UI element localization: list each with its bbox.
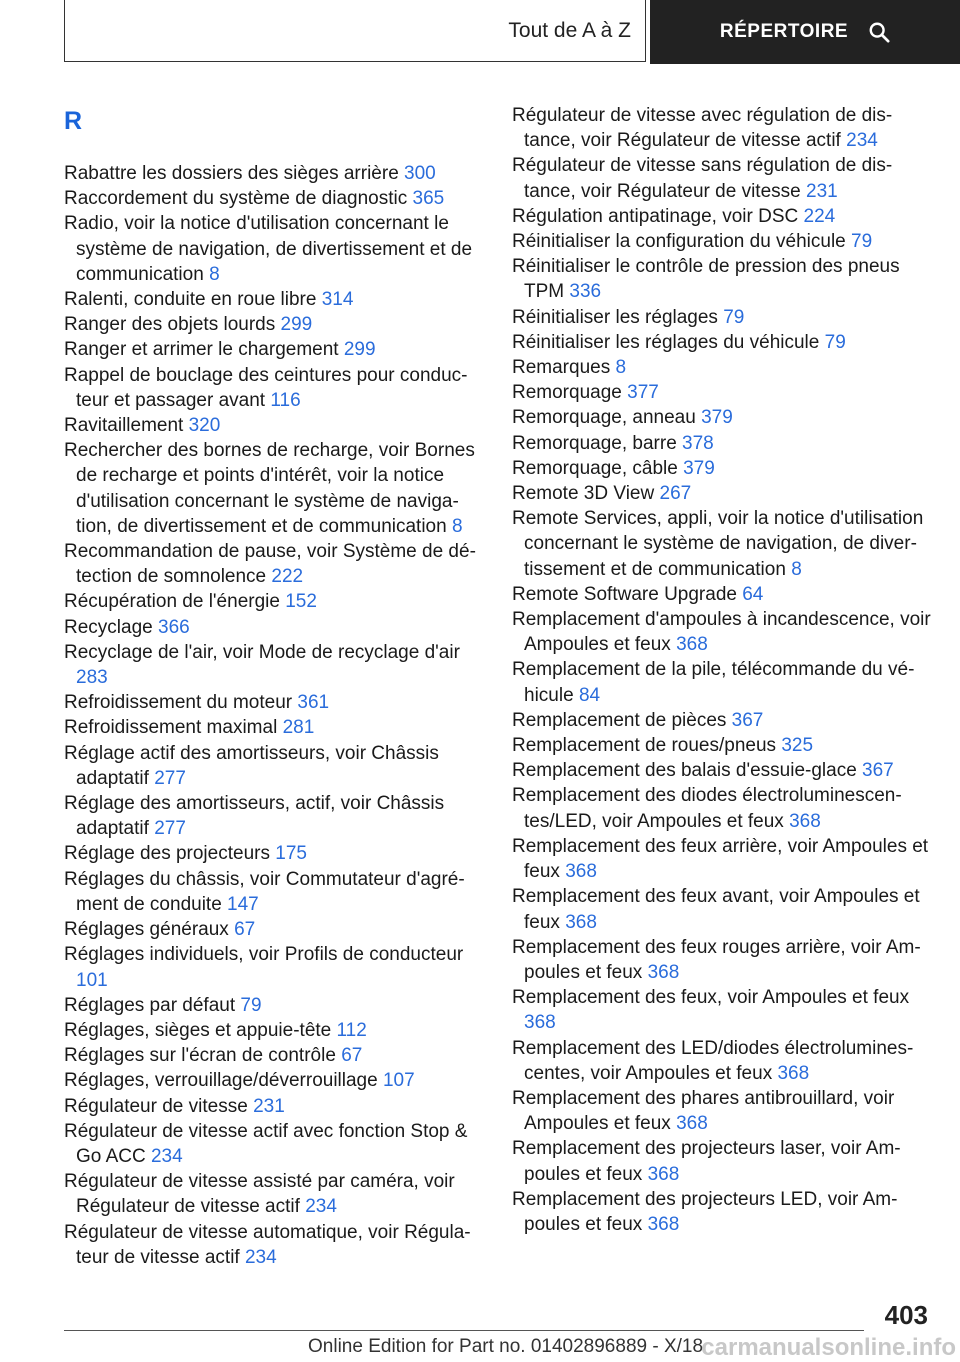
- entry-text: Régulateur de vitesse actif avec fonction Stop & Go ACC: [64, 1120, 468, 1167]
- entry-page-link[interactable]: 361: [297, 692, 330, 714]
- entry-page-link[interactable]: 175: [275, 843, 307, 865]
- index-entry: [64, 1220, 484, 1270]
- entry-page-link[interactable]: 300: [404, 163, 436, 184]
- watermark: carmanualsonline.info: [701, 1334, 956, 1361]
- entry-page-link[interactable]: 377: [627, 382, 659, 404]
- entry-page-link[interactable]: 368: [524, 1012, 556, 1034]
- index-entry: [512, 1136, 932, 1186]
- index-entry: [512, 657, 932, 707]
- entry-page-link[interactable]: 152: [285, 591, 317, 613]
- index-entry: [512, 935, 932, 985]
- index-entry: [64, 791, 484, 841]
- entry-text: Réglage des amortisseurs, actif, voir Châssis adaptatif: [64, 793, 445, 840]
- entry-page-link[interactable]: 299: [280, 314, 313, 336]
- entry-page-link[interactable]: 8: [209, 263, 220, 285]
- entry-page-link[interactable]: 8: [615, 357, 627, 379]
- entry-page-link[interactable]: 8: [791, 558, 802, 580]
- entry-page-link[interactable]: 267: [659, 483, 692, 505]
- entry-text: Réglages par défaut: [64, 994, 236, 1016]
- entry-text: Réinitialiser les réglages: [512, 306, 718, 328]
- index-entry: [64, 1043, 484, 1068]
- entry-text: Remplacement des feux, voir Ampoules et feux: [512, 987, 910, 1009]
- entry-text: Remplacement des projecteurs LED, voir Ampoules et feux: [512, 1188, 898, 1235]
- entry-text: Remplacement de la pile, télécommande du véhicule: [512, 659, 915, 706]
- entry-text: Remplacement d'ampoules à incandescence, voir Ampoules et feux: [512, 609, 931, 656]
- entry-text: Remplacement des balais d'essuie-glace: [512, 760, 857, 782]
- entry-text: Raccordement du système de diagnostic: [64, 188, 408, 210]
- entry-page-link[interactable]: 101: [76, 969, 108, 991]
- entry-page-link[interactable]: 64: [742, 583, 764, 605]
- entry-page-link[interactable]: 234: [150, 1145, 183, 1167]
- entry-page-link[interactable]: 277: [154, 767, 186, 789]
- entry-page-link[interactable]: 325: [781, 735, 814, 757]
- index-entry: [512, 708, 932, 733]
- entry-text: Remorquage, anneau: [512, 407, 696, 429]
- index-list-left: [64, 161, 484, 1270]
- index-entry: [512, 506, 932, 582]
- index-entry: [512, 405, 932, 430]
- entry-page-link[interactable]: 379: [683, 457, 715, 479]
- header-tabs: [64, 0, 960, 64]
- entry-text: Remote Software Upgrade: [512, 583, 737, 605]
- entry-page-link[interactable]: 368: [565, 861, 597, 883]
- index-entry: [512, 985, 932, 1035]
- index-entry: [512, 153, 932, 203]
- entry-page-link[interactable]: 79: [240, 994, 262, 1016]
- index-entry: [512, 733, 932, 758]
- index-entry: [64, 615, 484, 640]
- entry-text: Rabattre les dossiers des sièges arrière: [64, 163, 399, 184]
- index-entry: [512, 1187, 932, 1237]
- entry-text: Remarques: [512, 357, 611, 379]
- index-entry: [64, 640, 484, 690]
- entry-page-link[interactable]: 8: [451, 515, 463, 537]
- tab-a-to-z-label: Tout de A à Z: [508, 18, 631, 42]
- index-entry: [512, 380, 932, 405]
- index-entry: [64, 312, 484, 337]
- index-entry: [64, 363, 484, 413]
- entry-text: Régulateur de vitesse assisté par caméra, voir Régulateur de vitesse actif: [64, 1171, 455, 1218]
- entry-text: Remplacement de pièces: [512, 709, 727, 731]
- index-entry: [512, 481, 932, 506]
- entry-page-link[interactable]: 116: [270, 389, 301, 411]
- index-entry: [512, 1086, 932, 1136]
- index-entry: [512, 884, 932, 934]
- index-entry: [512, 204, 932, 229]
- index-entry: [64, 161, 484, 186]
- entry-page-link[interactable]: 112: [336, 1019, 367, 1041]
- entry-page-link[interactable]: 224: [803, 205, 836, 227]
- index-entry: [64, 287, 484, 312]
- index-entry: [64, 1068, 484, 1093]
- index-entry: [512, 1036, 932, 1086]
- entry-page-link[interactable]: 320: [188, 415, 221, 437]
- index-list-right: [512, 103, 932, 1237]
- entry-text: Remplacement des feux avant, voir Ampoules et feux: [512, 886, 920, 933]
- index-entry: [512, 330, 932, 355]
- tab-a-to-z[interactable]: [64, 0, 646, 62]
- index-entry: [512, 582, 932, 607]
- footer-divider: [64, 1330, 864, 1331]
- index-entry: [64, 715, 484, 740]
- index-entry: [64, 942, 484, 992]
- entry-page-link[interactable]: 79: [824, 331, 846, 353]
- entry-text: Réglages généraux: [64, 919, 229, 941]
- entry-page-link[interactable]: 107: [382, 1070, 415, 1092]
- index-entry: [64, 993, 484, 1018]
- index-entry: [512, 254, 932, 304]
- index-entry: [512, 456, 932, 481]
- entry-page-link[interactable]: 379: [701, 407, 733, 429]
- entry-page-link[interactable]: 368: [647, 1213, 680, 1235]
- entry-text: Recommandation de pause, voir Système de détection de somnolence: [64, 541, 476, 588]
- tab-index-label: RÉPERTOIRE: [719, 21, 849, 42]
- entry-page-link[interactable]: 283: [76, 667, 108, 689]
- entry-text: Radio, voir la notice d'utilisation concernant le système de navigation, de divertissement et de communication: [64, 213, 473, 285]
- entry-page-link[interactable]: 231: [806, 180, 838, 202]
- entry-text: Remplacement des phares antibrouillard, voir Ampoules et feux: [512, 1087, 895, 1135]
- entry-page-link[interactable]: 336: [569, 281, 602, 303]
- entry-text: Régulateur de vitesse automatique, voir Régulateur de vitesse actif: [64, 1221, 471, 1268]
- entry-page-link[interactable]: 368: [676, 1113, 708, 1135]
- entry-page-link[interactable]: 299: [343, 339, 376, 361]
- entry-page-link[interactable]: 231: [253, 1095, 285, 1117]
- entry-text: Remorquage, câble: [512, 457, 678, 479]
- index-entry: [64, 539, 484, 589]
- entry-text: Réglage actif des amortisseurs, voir Châssis adaptatif: [64, 742, 439, 789]
- entry-page-link[interactable]: 281: [282, 717, 315, 739]
- index-entry: [64, 186, 484, 211]
- entry-text: Ravitaillement: [64, 415, 184, 437]
- entry-page-link[interactable]: 67: [341, 1045, 363, 1067]
- entry-text: Régulation antipatinage, voir DSC: [512, 205, 799, 227]
- entry-text: Ranger des objets lourds: [64, 314, 276, 336]
- entry-page-link[interactable]: 368: [647, 1163, 680, 1185]
- entry-page-link[interactable]: 314: [321, 289, 354, 311]
- entry-text: Réglages, sièges et appuie-tête: [64, 1019, 332, 1041]
- index-entry: [512, 355, 932, 380]
- entry-page-link[interactable]: 366: [158, 616, 190, 638]
- index-entry: [64, 1119, 484, 1169]
- footer-edition: Online Edition for Part no. 01402896889 - X/18: [308, 1336, 704, 1357]
- search-icon: [868, 21, 890, 43]
- entry-text: Réinitialiser la configuration du véhicule: [512, 231, 846, 253]
- entry-text: Remote 3D View: [512, 483, 655, 505]
- index-entry: [64, 1169, 484, 1219]
- entry-text: Remplacement des projecteurs laser, voir Ampoules et feux: [512, 1138, 901, 1185]
- entry-page-link[interactable]: 368: [676, 634, 708, 656]
- entry-page-link[interactable]: 234: [244, 1246, 277, 1268]
- entry-text: Remorquage, barre: [512, 432, 677, 454]
- index-entry: [64, 589, 484, 614]
- entry-text: Remplacement des diodes électroluminescentes/LED, voir Ampoules et feux: [512, 785, 902, 832]
- entry-text: Rechercher des bornes de recharge, voir Bornes de recharge et points d'intérêt, voir la notice d'utilisation concernant le système de navigation, de divertissement et de communication: [64, 440, 475, 537]
- index-entry: [64, 438, 484, 539]
- index-entry: [64, 337, 484, 362]
- entry-text: Ralenti, conduite en roue libre: [64, 289, 317, 311]
- entry-text: Réinitialiser le contrôle de pression des pneus TPM: [512, 256, 900, 303]
- index-entry: [64, 211, 484, 287]
- entry-text: Réglage des projecteurs: [64, 843, 270, 865]
- entry-text: Ranger et arrimer le chargement: [64, 339, 339, 361]
- page-number: 403: [884, 1300, 928, 1330]
- entry-page-link[interactable]: 368: [777, 1062, 810, 1084]
- entry-page-link[interactable]: 147: [227, 893, 259, 915]
- entry-text: Recyclage: [64, 616, 153, 638]
- entry-page-link[interactable]: 79: [851, 231, 873, 253]
- index-entry: [512, 758, 932, 783]
- index-entry: [512, 834, 932, 884]
- entry-page-link[interactable]: 368: [565, 911, 597, 933]
- entry-text: Régulateur de vitesse avec régulation de distance, voir Régulateur de vitesse actif: [512, 105, 893, 152]
- entry-page-link[interactable]: 367: [862, 760, 894, 782]
- entry-page-link[interactable]: 84: [578, 684, 601, 706]
- entry-page-link[interactable]: 378: [682, 432, 714, 454]
- entry-text: Régulateur de vitesse sans régulation de distance, voir Régulateur de vitesse: [512, 155, 893, 202]
- entry-text: Remote Services, appli, voir la notice d'utilisation concernant le système de navigation, de divertissement et de communication: [512, 508, 924, 580]
- index-entry: [64, 1094, 484, 1119]
- index-entry: [512, 431, 932, 456]
- index-entry: [64, 690, 484, 715]
- entry-text: Remplacement des LED/diodes électroluminescentes, voir Ampoules et feux: [512, 1037, 914, 1084]
- entry-text: Remorquage: [512, 382, 622, 404]
- entry-text: Récupération de l'énergie: [64, 591, 280, 613]
- index-entry: [64, 841, 484, 866]
- entry-text: Remplacement de roues/pneus: [512, 735, 777, 757]
- index-entry: [64, 1018, 484, 1043]
- index-entry: [64, 917, 484, 942]
- entry-page-link[interactable]: 79: [723, 306, 745, 328]
- entry-page-link[interactable]: 368: [647, 961, 680, 983]
- index-entry: [512, 103, 932, 153]
- section-letter: R: [64, 107, 83, 135]
- entry-page-link[interactable]: 277: [154, 818, 186, 840]
- entry-text: Réglages du châssis, voir Commutateur d'agrément de conduite: [64, 868, 465, 915]
- index-entry: [64, 741, 484, 791]
- entry-text: Remplacement des feux arrière, voir Ampoules et feux: [512, 835, 929, 883]
- entry-text: Réglages sur l'écran de contrôle: [64, 1045, 336, 1067]
- entry-page-link[interactable]: 222: [271, 566, 304, 588]
- index-entry: [512, 607, 932, 657]
- entry-text: Refroidissement maximal: [64, 717, 278, 739]
- index-entry: [512, 229, 932, 254]
- index-column-right: [512, 103, 932, 1237]
- entry-text: Réglages individuels, voir Profils de conducteur: [64, 944, 464, 966]
- entry-text: Recyclage de l'air, voir Mode de recyclage d'air: [64, 641, 460, 663]
- index-column-left: [64, 103, 484, 1270]
- index-entry: [64, 867, 484, 917]
- entry-page-link[interactable]: 234: [846, 130, 878, 152]
- tab-index[interactable]: [650, 0, 960, 64]
- entry-text: Refroidissement du moteur: [64, 692, 293, 714]
- entry-text: Réglages, verrouillage/déverrouillage: [64, 1070, 378, 1092]
- entry-text: Rappel de bouclage des ceintures pour conducteur et passager avant: [64, 364, 468, 411]
- entry-page-link[interactable]: 368: [789, 810, 821, 832]
- index-entry: [512, 783, 932, 833]
- index-entry: [64, 413, 484, 438]
- entry-page-link[interactable]: 367: [731, 709, 764, 731]
- entry-page-link[interactable]: 67: [234, 919, 256, 941]
- entry-page-link[interactable]: 365: [412, 188, 445, 210]
- entry-text: Réinitialiser les réglages du véhicule: [512, 331, 820, 353]
- entry-page-link[interactable]: 234: [305, 1196, 337, 1218]
- index-entry: [512, 305, 932, 330]
- entry-text: Remplacement des feux rouges arrière, voir Ampoules et feux: [512, 936, 921, 983]
- entry-text: Régulateur de vitesse: [64, 1095, 248, 1117]
